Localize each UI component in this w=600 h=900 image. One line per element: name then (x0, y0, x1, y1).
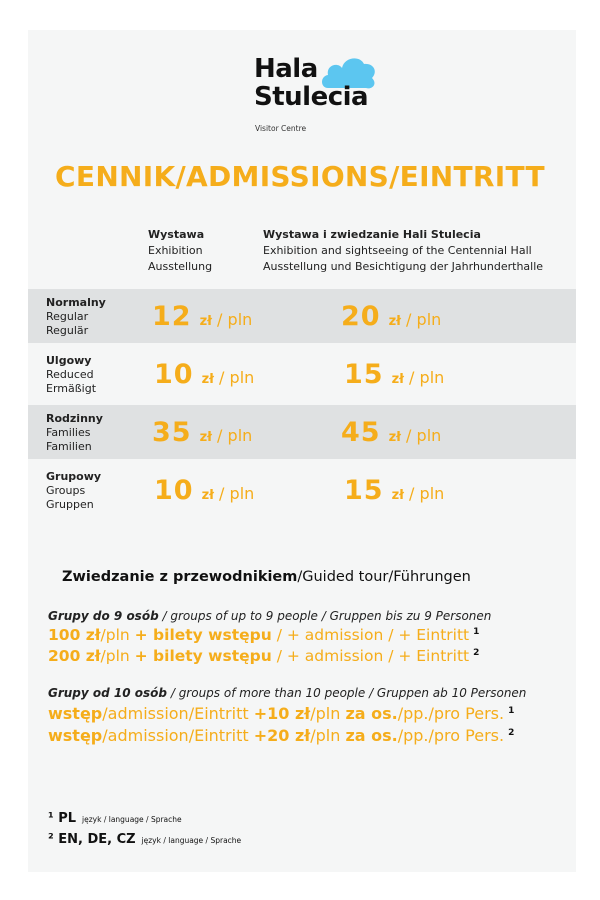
row-label-pl: Grupowy (46, 470, 102, 483)
col1-en: Exhibition (148, 244, 203, 257)
col2-de: Ausstellung und Besichtigung der Jahrhunderthalle (263, 260, 544, 273)
col1-pl: Wystawa (148, 228, 205, 241)
col1-de: Ausstellung (148, 260, 213, 273)
group2-heading: Grupy od 10 osób / groups of more than 10 people / Gruppen ab 10 Personen (48, 686, 527, 700)
logo-line-1: Hala (254, 54, 318, 84)
column-header-exhibition-and-hall (263, 227, 543, 275)
group1-price-line-2: 200 zł/pln + bilety wstępu / + admission / + Eintritt $^2$ (48, 647, 480, 665)
row-label-pl: Ulgowy (46, 354, 92, 367)
row-label-pl: Normalny (46, 296, 106, 309)
price-row-families (28, 405, 576, 459)
price-exhibition: 10 zł / pln (154, 475, 255, 506)
group2-price-line-2: wstęp/admission/Eintritt +20 zł/pln za os./pp./pro Pers. $^2$ (48, 726, 515, 745)
row-label (46, 296, 106, 338)
row-label (46, 354, 96, 396)
row-label-en: Families (46, 426, 91, 439)
group2-price-line-1: wstęp/admission/Eintritt +10 zł/pln za os./pp./pro Pers. $^1$ (48, 704, 515, 723)
price-exhibition-hall: 45 zł / pln (341, 417, 442, 448)
price-exhibition: 12 zł / pln (152, 301, 253, 332)
row-label-en: Groups (46, 484, 86, 497)
row-label-en: Regular (46, 310, 89, 323)
group1-heading: Grupy do 9 osób / groups of up to 9 people / Gruppen bis zu 9 Personen (48, 609, 492, 623)
footnote-2: ² EN, DE, CZ język / language / Sprache (48, 832, 242, 847)
group1-price-line-1: 100 zł/pln + bilety wstępu / + admission / + Eintritt $^1$ (48, 626, 480, 644)
price-row-groups (28, 463, 576, 517)
price-exhibition-hall: 20 zł / pln (341, 301, 442, 332)
row-label (46, 412, 103, 454)
col2-pl: Wystawa i zwiedzanie Hali Stulecia (263, 228, 481, 241)
row-label-en: Reduced (46, 368, 94, 381)
col2-en: Exhibition and sightseeing of the Centennial Hall (263, 244, 532, 257)
row-label-de: Familien (46, 440, 92, 453)
column-header-exhibition (148, 227, 212, 275)
row-label-de: Regulär (46, 324, 89, 337)
logo-line-2: Stulecia (254, 82, 369, 112)
price-row-reduced (28, 347, 576, 401)
price-row-regular (28, 289, 576, 343)
row-label-de: Gruppen (46, 498, 94, 511)
row-label-pl: Rodzinny (46, 412, 103, 425)
price-exhibition: 35 zł / pln (152, 417, 253, 448)
row-label (46, 470, 101, 512)
price-exhibition: 10 zł / pln (154, 359, 255, 390)
hala-stulecia-logo (250, 52, 390, 122)
guided-tour-heading: Zwiedzanie z przewodnikiem/Guided tour/Führungen (62, 569, 471, 585)
footnote-1: ¹ PL język / language / Sprache (48, 811, 182, 826)
row-label-de: Ermäßigt (46, 382, 97, 395)
price-exhibition-hall: 15 zł / pln (344, 475, 445, 506)
page-title: CENNIK/ADMISSIONS/EINTRITT (55, 160, 545, 193)
logo-subtitle: Visitor Centre (255, 124, 307, 133)
price-exhibition-hall: 15 zł / pln (344, 359, 445, 390)
